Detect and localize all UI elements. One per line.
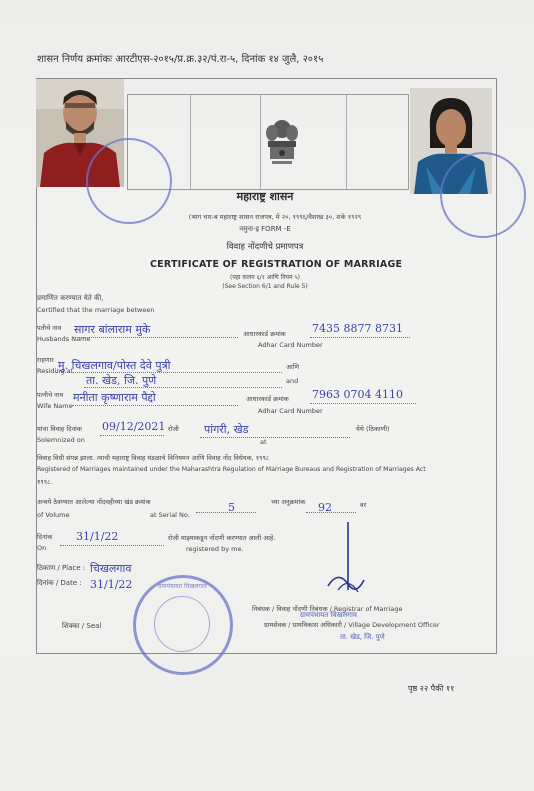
- section-marathi: (पहा कलम ६/१ आणि नियम ५): [230, 274, 300, 281]
- wife-aadhar-label-en: Adhar Card Number: [258, 407, 323, 415]
- serial-label-mr: च्या अनुक्रमांक: [271, 498, 306, 506]
- var-text: वर: [360, 501, 367, 509]
- registrar-signature-icon: [318, 520, 368, 600]
- date-value: 31/1/22: [90, 578, 133, 591]
- husband-aadhar-label-mr: आधारकार्ड क्रमांक: [243, 330, 286, 338]
- address-line-1: मु. चिखलगाव/पोस्त देवे पुत्री: [58, 359, 171, 372]
- gram-panchayat-seal: [133, 575, 233, 675]
- solemnized-label-mr: यांचा विवाह दिनांक: [37, 425, 82, 433]
- and-english: and: [286, 377, 299, 385]
- registrar-stamp-line: ग्रामपंचायत चिखलगाव: [300, 611, 357, 619]
- husband-name: सागर बांलाराम मुके: [74, 323, 151, 336]
- wife-label-mr: पत्नीचे नाव: [37, 391, 64, 399]
- volume-label-mr: अन्वये ठेवण्यात आलेल्या नोंदवहीच्या खंड क्रमांक: [37, 498, 151, 506]
- at-english: at: [260, 438, 267, 446]
- roji-text: रोजी: [168, 425, 179, 433]
- volume-label-en: of Volume: [37, 511, 70, 519]
- certify-marathi: प्रमाणित करण्यात येते की,: [37, 294, 104, 302]
- volume-number: 5: [228, 501, 235, 514]
- registration-date: 31/1/22: [76, 530, 119, 543]
- gazette-line: (भाग चार-ब महाराष्ट्र शासन राजपत्र, मे २०, १९९६/वैशाख ३०, शके १९२९: [188, 213, 362, 221]
- solemnized-label-en: Solemnized on: [37, 436, 85, 444]
- form-number: नमुना-इ FORM -E: [239, 225, 291, 233]
- regdate-text-mr: रोजी माझ्याकडून नोंदणी करण्यात आली आहे.: [168, 534, 276, 542]
- statute-english: Registered of Marriages maintained under the Maharashtra Regulation of Marriage Bureaus and Registration of Marriages Act: [37, 466, 426, 473]
- at-marathi: येथे (ठिकाणी): [356, 425, 390, 433]
- serial-label-en: at Serial No.: [150, 511, 190, 519]
- wife-name: मनीता कृष्णाराम पैद्दो: [73, 391, 156, 404]
- registrar-line-2: ग्रामसेवक / ग्रामविकास अधिकारी / Village Development Officer: [264, 621, 440, 629]
- residing-label-mr: राहणार: [37, 356, 54, 364]
- registrar-line-1: निबंधक / विवाह नोंदणी निबंधक / Registrar of Marriage: [252, 605, 403, 613]
- statute-marathi: विवाह विधी संपन्न झाला. त्याची महाराष्ट्र विवाह मंडळाचे विनियमन आणि विवाह नोंद विधेयक, १९९८: [37, 454, 270, 462]
- gr-header: शासन निर्णय क्रमांकः आरटीएस-२०१५/प्र.क्र.३२/पं.रा-५, दिनांक १४ जुलै, २०१५: [37, 54, 324, 65]
- place-value: चिखलगाव: [90, 562, 132, 575]
- husband-aadhar-label-en: Adhar Card Number: [258, 341, 323, 349]
- marriage-date: 09/12/2021: [102, 420, 166, 433]
- husband-label-en: Husbands Name: [37, 335, 91, 343]
- seal-label: शिक्का / Seal: [62, 622, 102, 630]
- residing-label-en: Residing at: [37, 367, 74, 375]
- regdate-text-en: registered by me.: [186, 545, 244, 553]
- date-label: दिनांक / Date :: [37, 579, 82, 587]
- husband-label-mr: पतीचे नाव: [37, 324, 62, 332]
- national-emblem-icon: [262, 117, 302, 169]
- wife-label-en: Wife Name: [37, 402, 73, 410]
- marathi-title: विवाह नोंदणीचे प्रमाणपत्र: [226, 242, 304, 252]
- marriage-place: पांगरी, खेड: [204, 423, 249, 436]
- wife-aadhar-label-mr: आधारकार्ड क्रमांक: [246, 395, 289, 403]
- and-marathi: आणि: [286, 363, 300, 371]
- serial-number: 92: [318, 501, 332, 514]
- statute-year: १९९८.: [37, 478, 53, 486]
- regdate-label-en: On: [37, 544, 47, 552]
- certificate-title: CERTIFICATE OF REGISTRATION OF MARRIAGE: [150, 259, 403, 270]
- section-english: (See Section 6/1 and Rule 5): [222, 283, 308, 290]
- certify-english: Certified that the marriage between: [37, 306, 155, 314]
- wife-aadhar-number: 7963 0704 4110: [312, 388, 403, 401]
- govt-title: महाराष्ट्र शासन: [236, 190, 294, 203]
- address-line-2: ता. खेड, जि. पुणे: [86, 374, 157, 387]
- regdate-label-mr: दिनांक: [37, 533, 53, 541]
- husband-aadhar-number: 7435 8877 8731: [312, 322, 403, 335]
- seal-text: ग्रामपंचायत चिखलगाव: [158, 583, 207, 590]
- photo-stamp-right: [440, 152, 526, 238]
- registrar-address: ता. खेड, जि. पुणे: [340, 633, 385, 641]
- page-number: पृष्ठ २२ पैकी ११: [408, 684, 455, 693]
- place-label: ठिकाण / Place :: [37, 564, 86, 572]
